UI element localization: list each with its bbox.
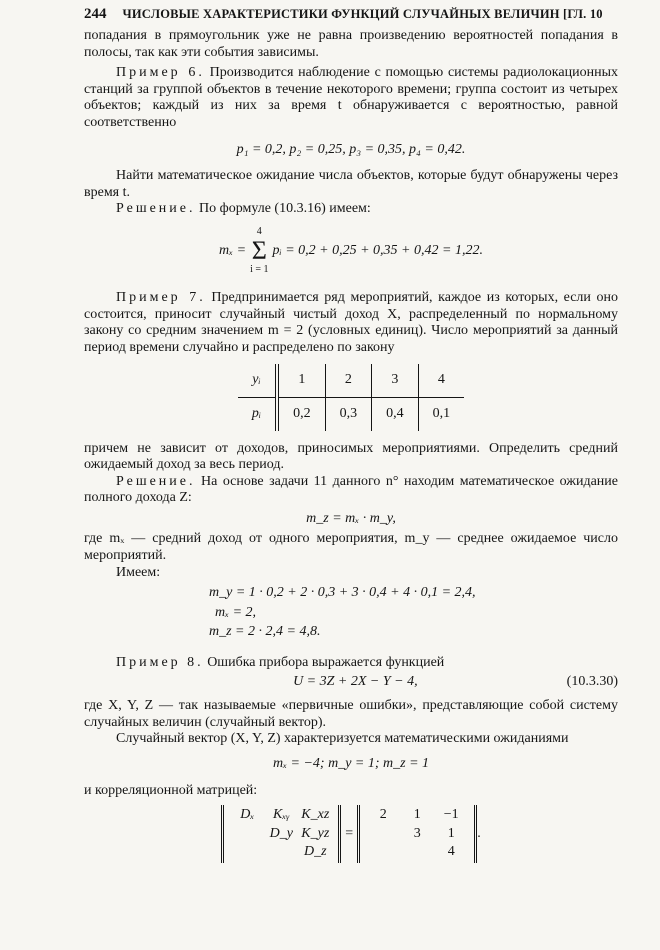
matrix-cell: 4 bbox=[447, 844, 455, 860]
table-cell: 1 bbox=[277, 364, 325, 397]
page-number: 244 bbox=[84, 6, 107, 22]
matrix-cell bbox=[230, 844, 264, 861]
matrix-cell: K_yz bbox=[301, 825, 330, 841]
solution-text: По формуле (10.3.16) имеем: bbox=[199, 201, 371, 217]
distribution-table bbox=[238, 364, 464, 430]
example-7-text: Предпринимается ряд мероприятий, каждое из которых, если оно состоится, приносит случайный чистый доход X, распределенный по нормальному закону со средним значением m = 2 (условных единиц). Число мероприятий за данный период времени случайно и распределено по закону bbox=[84, 289, 618, 355]
example-6-label: Пример 6. bbox=[116, 65, 205, 81]
example-6-text: Производится наблюдение с помощью системы радиолокационных станций за группой объектов в течение некоторого времени; группа состоит из четырех объектов; каждый из них за время t обнаруживается с вероятностью, равной соответственно bbox=[84, 65, 618, 130]
matrix-cell: −1 bbox=[443, 807, 459, 823]
table-row bbox=[238, 364, 464, 397]
running-title: ЧИСЛОВЫЕ ХАРАКТЕРИСТИКИ ФУНКЦИЙ СЛУЧАЙНЫХ ВЕЛИЧИН [ГЛ. 10 bbox=[122, 7, 603, 21]
matrix-cell: 2 bbox=[379, 807, 387, 823]
example-6-paragraph bbox=[84, 65, 618, 131]
correlation-matrix bbox=[84, 805, 618, 863]
matrix-cell bbox=[264, 844, 298, 861]
table-row-header: yᵢ bbox=[238, 364, 277, 397]
matrix-cell: Dₓ bbox=[240, 807, 255, 823]
sum-rhs: pᵢ = 0,2 + 0,25 + 0,35 + 0,42 = 1,22. bbox=[272, 242, 483, 258]
matrix-cell bbox=[366, 844, 400, 861]
example-8-label: Пример 8. bbox=[116, 655, 204, 671]
example-8-p3: и корреляционной матрицей: bbox=[84, 782, 258, 798]
equation-my: m_y = 1 · 0,2 + 2 · 0,3 + 3 · 0,4 + 4 · 0,1 = 2,4, bbox=[209, 585, 476, 601]
sum-symbol: Σ bbox=[251, 235, 267, 265]
matrix-numeric bbox=[357, 805, 477, 863]
table-cell: 2 bbox=[325, 364, 372, 397]
table-cell: 3 bbox=[372, 364, 419, 397]
example-6-solution bbox=[84, 201, 618, 218]
solution-label: Решение. bbox=[116, 473, 196, 489]
error-formula: U = 3Z + 2X − Y − 4, bbox=[293, 673, 418, 689]
sum-upper-limit: 4 bbox=[256, 225, 262, 237]
matrix-cell bbox=[400, 844, 434, 861]
example-7-solution bbox=[84, 474, 618, 507]
matrix-symbolic bbox=[221, 805, 341, 863]
equation-mx: mₓ = 2, bbox=[215, 604, 257, 620]
income-formula: m_z = mₓ · m_y, bbox=[306, 510, 396, 526]
have-text: Имеем: bbox=[116, 564, 161, 580]
table-cell: 0,2 bbox=[277, 397, 325, 430]
equals-sign: = bbox=[345, 825, 354, 841]
solution-label: Решение. bbox=[116, 201, 196, 217]
table-cell: 4 bbox=[418, 364, 464, 397]
matrix-cell: 1 bbox=[413, 807, 421, 823]
example-8-p1: где X, Y, Z — так называемые «первичные ошибки», представляющие собой систему случайных величин (случайный вектор). bbox=[84, 698, 618, 730]
sum-lhs: mₓ = bbox=[219, 242, 247, 258]
matrix-cell: Kₓᵧ bbox=[273, 807, 290, 823]
table-row-header: pᵢ bbox=[238, 397, 277, 430]
matrix-end-period: . bbox=[477, 825, 481, 841]
continued-paragraph: попадания в прямоугольник уже не равна произведению вероятностей попадания в полосы, так как эти события зависимы. bbox=[84, 28, 618, 60]
table-cell: 0,1 bbox=[432, 405, 451, 421]
solution-text: На основе задачи 11 данного n° находим математическое ожидание полного дохода Z: bbox=[84, 473, 619, 506]
example-8-text: Ошибка прибора выражается функцией bbox=[207, 655, 445, 671]
sum-formula bbox=[84, 226, 618, 276]
table-cell: 0,3 bbox=[325, 397, 372, 430]
example-7-label: Пример 7. bbox=[116, 289, 206, 305]
page bbox=[84, 6, 618, 869]
equations-block bbox=[209, 585, 618, 641]
matrix-cell: D_y bbox=[269, 825, 293, 841]
matrix-cell: D_z bbox=[304, 844, 327, 860]
running-header bbox=[84, 6, 618, 28]
example-7-after: причем не зависит от доходов, приносимых мероприятиями. Определить средний ожидаемый доход за весь период. bbox=[84, 440, 618, 473]
table-row bbox=[238, 397, 464, 430]
sum-lower-limit: i = 1 bbox=[250, 263, 269, 275]
matrix-cell: K_xz bbox=[301, 807, 330, 823]
matrix-cell: 1 bbox=[447, 825, 455, 841]
error-formula-row bbox=[84, 674, 618, 691]
where-text: где mₓ — средний доход от одного мероприятия, m_y — среднее ожидаемое число мероприятий. bbox=[84, 531, 618, 564]
matrix-cell bbox=[366, 826, 400, 843]
formula-number: (10.3.30) bbox=[566, 673, 618, 689]
probabilities-formula: p₁ = 0,2, p₂ = 0,25, p₃ = 0,35, p₄ = 0,42. bbox=[236, 141, 466, 157]
table-cell: 0,4 bbox=[372, 397, 419, 430]
example-8-paragraph bbox=[84, 655, 618, 672]
equation-mz: m_z = 2 · 2,4 = 4,8. bbox=[209, 624, 321, 640]
matrix-cell: 3 bbox=[413, 825, 421, 841]
example-6-task: Найти математическое ожидание числа объектов, которые будут обнаружены через время t. bbox=[84, 168, 618, 200]
matrix-cell bbox=[230, 826, 264, 843]
means-formula: mₓ = −4; m_y = 1; m_z = 1 bbox=[272, 756, 430, 771]
example-7-paragraph bbox=[84, 290, 618, 356]
example-8-p2: Случайный вектор (X, Y, Z) характеризуется математическими ожиданиями bbox=[116, 731, 569, 747]
sum-symbol-block bbox=[250, 226, 268, 276]
